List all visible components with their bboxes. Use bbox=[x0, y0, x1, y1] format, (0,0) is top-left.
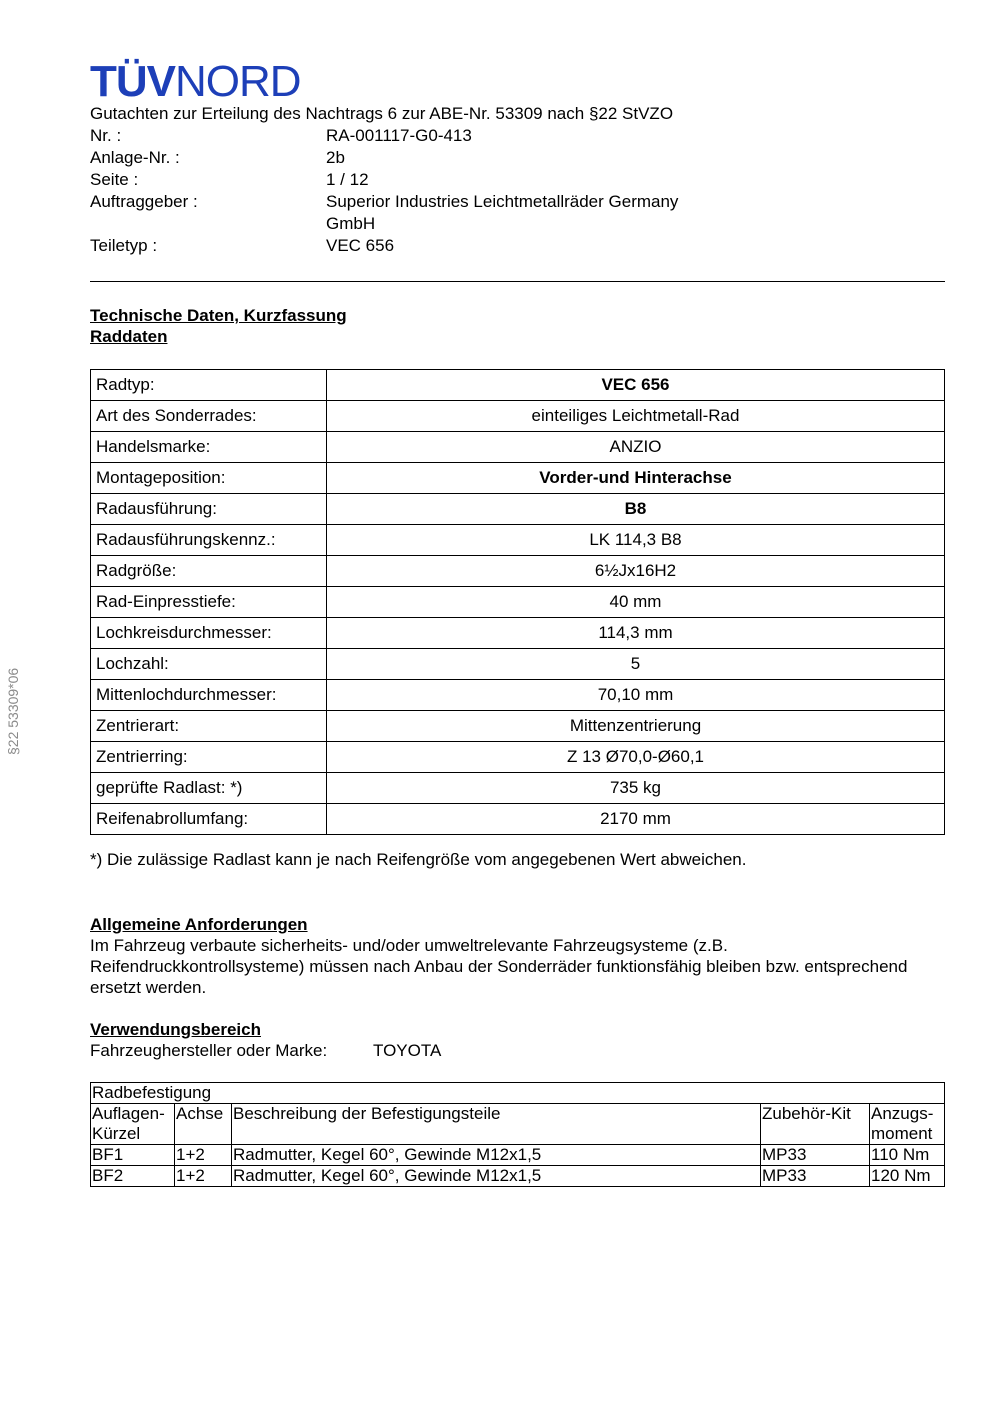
row-key: Mittenlochdurchmesser: bbox=[91, 680, 327, 711]
usage-section bbox=[90, 1019, 441, 1061]
table-row bbox=[91, 587, 945, 618]
row-value: 735 kg bbox=[327, 773, 945, 804]
table-row bbox=[91, 649, 945, 680]
cell: 110 Nm bbox=[870, 1145, 945, 1166]
header-label: Seite : bbox=[90, 170, 139, 189]
row-key: Rad-Einpresstiefe: bbox=[91, 587, 327, 618]
row-value: ANZIO bbox=[327, 432, 945, 463]
row-key: Montageposition: bbox=[91, 463, 327, 494]
fastening-header-row bbox=[91, 1104, 945, 1145]
table-row bbox=[91, 742, 945, 773]
fastening-table bbox=[90, 1082, 945, 1187]
general-text: Im Fahrzeug verbaute sicherheits- und/oder umweltrelevante Fahrzeugsysteme (z.B. Reifendruckkontrollsysteme) müssen nach Anbau der Sonderräder funktionsfähig bleiben bzw. entsprechend ersetzt werden. bbox=[90, 936, 908, 997]
row-key: Lochkreisdurchmesser: bbox=[91, 618, 327, 649]
manufacturer-label: Fahrzeughersteller oder Marke: bbox=[90, 1041, 328, 1060]
table-row bbox=[91, 680, 945, 711]
table-row bbox=[91, 370, 945, 401]
manufacturer-value: TOYOTA bbox=[373, 1041, 442, 1060]
header-row-seite bbox=[90, 169, 950, 191]
wheel-data-table bbox=[90, 369, 945, 835]
fastening-title-row bbox=[91, 1083, 945, 1104]
row-key: Zentrierring: bbox=[91, 742, 327, 773]
header-divider bbox=[90, 281, 945, 282]
header-value: VEC 656 bbox=[326, 236, 395, 255]
table-row bbox=[91, 463, 945, 494]
table-row bbox=[91, 494, 945, 525]
row-value: 6½Jx16H2 bbox=[327, 556, 945, 587]
logo-thin-text: NORD bbox=[175, 57, 301, 106]
cell: 1+2 bbox=[175, 1145, 232, 1166]
row-value: Z 13 Ø70,0-Ø60,1 bbox=[327, 742, 945, 773]
row-value: Vorder-und Hinterachse bbox=[327, 463, 945, 494]
cell: Radmutter, Kegel 60°, Gewinde M12x1,5 bbox=[232, 1166, 761, 1187]
side-mark-text: §22 53309*06 bbox=[5, 667, 21, 755]
header-cell: Zubehör-Kit bbox=[761, 1104, 870, 1145]
row-value: 5 bbox=[327, 649, 945, 680]
row-value: einteiliges Leichtmetall-Rad bbox=[327, 401, 945, 432]
header-value: RA-001117-G0-413 bbox=[326, 126, 472, 145]
wheel-load-footnote: *) Die zulässige Radlast kann je nach Reifengröße vom angegebenen Wert abweichen. bbox=[90, 850, 747, 869]
general-requirements-section bbox=[90, 914, 945, 998]
row-key: Handelsmarke: bbox=[91, 432, 327, 463]
row-key: Reifenabrollumfang: bbox=[91, 804, 327, 835]
row-value: VEC 656 bbox=[327, 370, 945, 401]
technical-section-heading bbox=[90, 305, 347, 347]
document-title: Gutachten zur Erteilung des Nachtrags 6 zur ABE-Nr. 53309 nach §22 StVZO bbox=[90, 104, 674, 123]
table-row bbox=[91, 556, 945, 587]
header-row-anlage bbox=[90, 147, 950, 169]
side-margin-mark bbox=[3, 645, 23, 765]
table-row bbox=[91, 1166, 945, 1187]
cell: BF1 bbox=[91, 1145, 175, 1166]
tuv-nord-logo bbox=[90, 57, 301, 106]
row-key: Radausführungskennz.: bbox=[91, 525, 327, 556]
row-key: Lochzahl: bbox=[91, 649, 327, 680]
header-label: Anlage-Nr. : bbox=[90, 148, 180, 167]
header-cell: Anzugs- moment bbox=[870, 1104, 945, 1145]
general-heading: Allgemeine Anforderungen bbox=[90, 915, 308, 934]
table-row bbox=[91, 804, 945, 835]
table-row bbox=[91, 1145, 945, 1166]
table-row bbox=[91, 711, 945, 742]
row-key: Radtyp: bbox=[91, 370, 327, 401]
cell: MP33 bbox=[761, 1145, 870, 1166]
header-cell: Achse bbox=[175, 1104, 232, 1145]
row-value: 2170 mm bbox=[327, 804, 945, 835]
header-value: Superior Industries Leichtmetallräder Germany GmbH bbox=[326, 192, 679, 233]
cell: MP33 bbox=[761, 1166, 870, 1187]
row-key: Radgröße: bbox=[91, 556, 327, 587]
row-key: geprüfte Radlast: *) bbox=[91, 773, 327, 804]
table-row bbox=[91, 525, 945, 556]
row-key: Zentrierart: bbox=[91, 711, 327, 742]
raddaten-heading: Raddaten bbox=[90, 327, 168, 346]
header-cell: Auflagen- Kürzel bbox=[91, 1104, 175, 1145]
row-value: B8 bbox=[327, 494, 945, 525]
cell: BF2 bbox=[91, 1166, 175, 1187]
row-value: Mittenzentrierung bbox=[327, 711, 945, 742]
header-label: Teiletyp : bbox=[90, 236, 158, 255]
header-row-auftraggeber bbox=[90, 191, 950, 235]
row-value: LK 114,3 B8 bbox=[327, 525, 945, 556]
row-value: 70,10 mm bbox=[327, 680, 945, 711]
logo-bold-text: TÜV bbox=[90, 57, 175, 106]
row-key: Radausführung: bbox=[91, 494, 327, 525]
cell: 1+2 bbox=[175, 1166, 232, 1187]
row-key: Art des Sonderrades: bbox=[91, 401, 327, 432]
header-value: 1 / 12 bbox=[326, 170, 369, 189]
manufacturer-line bbox=[90, 1040, 441, 1061]
row-value: 40 mm bbox=[327, 587, 945, 618]
row-value: 114,3 mm bbox=[327, 618, 945, 649]
header-value: 2b bbox=[326, 148, 345, 167]
cell: Radmutter, Kegel 60°, Gewinde M12x1,5 bbox=[232, 1145, 761, 1166]
header-row-nr bbox=[90, 125, 950, 147]
document-header bbox=[90, 103, 950, 257]
fastening-title: Radbefestigung bbox=[91, 1083, 945, 1104]
table-row bbox=[91, 432, 945, 463]
technical-heading: Technische Daten, Kurzfassung bbox=[90, 306, 347, 325]
table-row bbox=[91, 401, 945, 432]
header-label: Auftraggeber : bbox=[90, 192, 198, 211]
header-row-teiletyp bbox=[90, 235, 950, 257]
header-label: Nr. : bbox=[90, 126, 122, 145]
usage-heading: Verwendungsbereich bbox=[90, 1020, 261, 1039]
header-cell: Beschreibung der Befestigungsteile bbox=[232, 1104, 761, 1145]
cell: 120 Nm bbox=[870, 1166, 945, 1187]
table-row bbox=[91, 618, 945, 649]
table-row bbox=[91, 773, 945, 804]
